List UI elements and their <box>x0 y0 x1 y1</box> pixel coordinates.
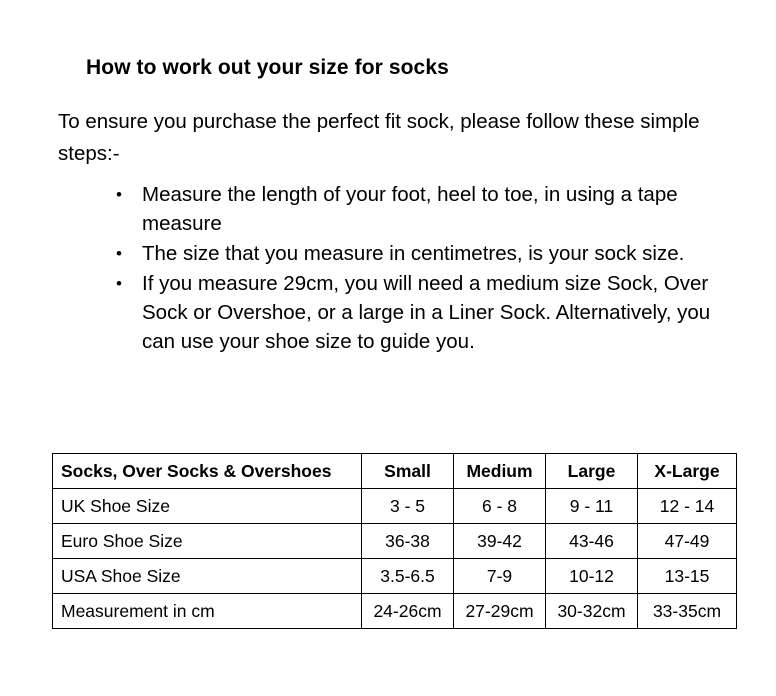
table-cell-row-label: UK Shoe Size <box>53 489 362 524</box>
table-cell-large: 10-12 <box>546 559 638 594</box>
table-header-cell-medium: Medium <box>454 454 546 489</box>
instructions-list <box>110 180 720 357</box>
table-cell-large: 9 - 11 <box>546 489 638 524</box>
list-item-text: The size that you measure in centimetres, is your sock size. <box>142 242 685 265</box>
table-cell-small: 3 - 5 <box>362 489 454 524</box>
list-item <box>110 269 720 356</box>
table-header-row <box>53 454 737 489</box>
table-cell-xlarge: 47-49 <box>638 524 737 559</box>
list-item <box>110 180 720 238</box>
table-cell-row-label: Euro Shoe Size <box>53 524 362 559</box>
table-cell-small: 3.5-6.5 <box>362 559 454 594</box>
intro-paragraph: To ensure you purchase the perfect fit sock, please follow these simple steps:- <box>58 110 700 165</box>
table-cell-large: 43-46 <box>546 524 638 559</box>
table-cell-xlarge: 13-15 <box>638 559 737 594</box>
table-cell-row-label: Measurement in cm <box>53 594 362 629</box>
table-row <box>53 524 737 559</box>
table-body <box>53 489 737 629</box>
table-cell-small: 24-26cm <box>362 594 454 629</box>
table-cell-small: 36-38 <box>362 524 454 559</box>
table-cell-medium: 27-29cm <box>454 594 546 629</box>
size-chart-table <box>52 453 737 629</box>
table-cell-medium: 6 - 8 <box>454 489 546 524</box>
table-header <box>53 454 737 489</box>
table-header-cell-product: Socks, Over Socks & Overshoes <box>53 454 362 489</box>
table-row <box>53 594 737 629</box>
table-cell-medium: 39-42 <box>454 524 546 559</box>
list-item <box>110 239 720 268</box>
table-cell-large: 30-32cm <box>546 594 638 629</box>
table-header-cell-xlarge: X-Large <box>638 454 737 489</box>
table-cell-medium: 7-9 <box>454 559 546 594</box>
bullet-icon: • <box>116 185 122 204</box>
table-cell-xlarge: 33-35cm <box>638 594 737 629</box>
bullet-icon: • <box>116 274 122 293</box>
table-row <box>53 559 737 594</box>
table-cell-row-label: USA Shoe Size <box>53 559 362 594</box>
table-row <box>53 489 737 524</box>
table-header-cell-large: Large <box>546 454 638 489</box>
table-cell-xlarge: 12 - 14 <box>638 489 737 524</box>
table-header-cell-small: Small <box>362 454 454 489</box>
list-item-text: If you measure 29cm, you will need a medium size Sock, Over Sock or Overshoe, or a large in a Liner Sock. Alternatively, you can use your shoe size to guide you. <box>142 272 711 353</box>
page-title: How to work out your size for socks <box>86 56 449 79</box>
bullet-icon: • <box>116 244 122 263</box>
list-item-text: Measure the length of your foot, heel to toe, in using a tape measure <box>142 183 678 235</box>
